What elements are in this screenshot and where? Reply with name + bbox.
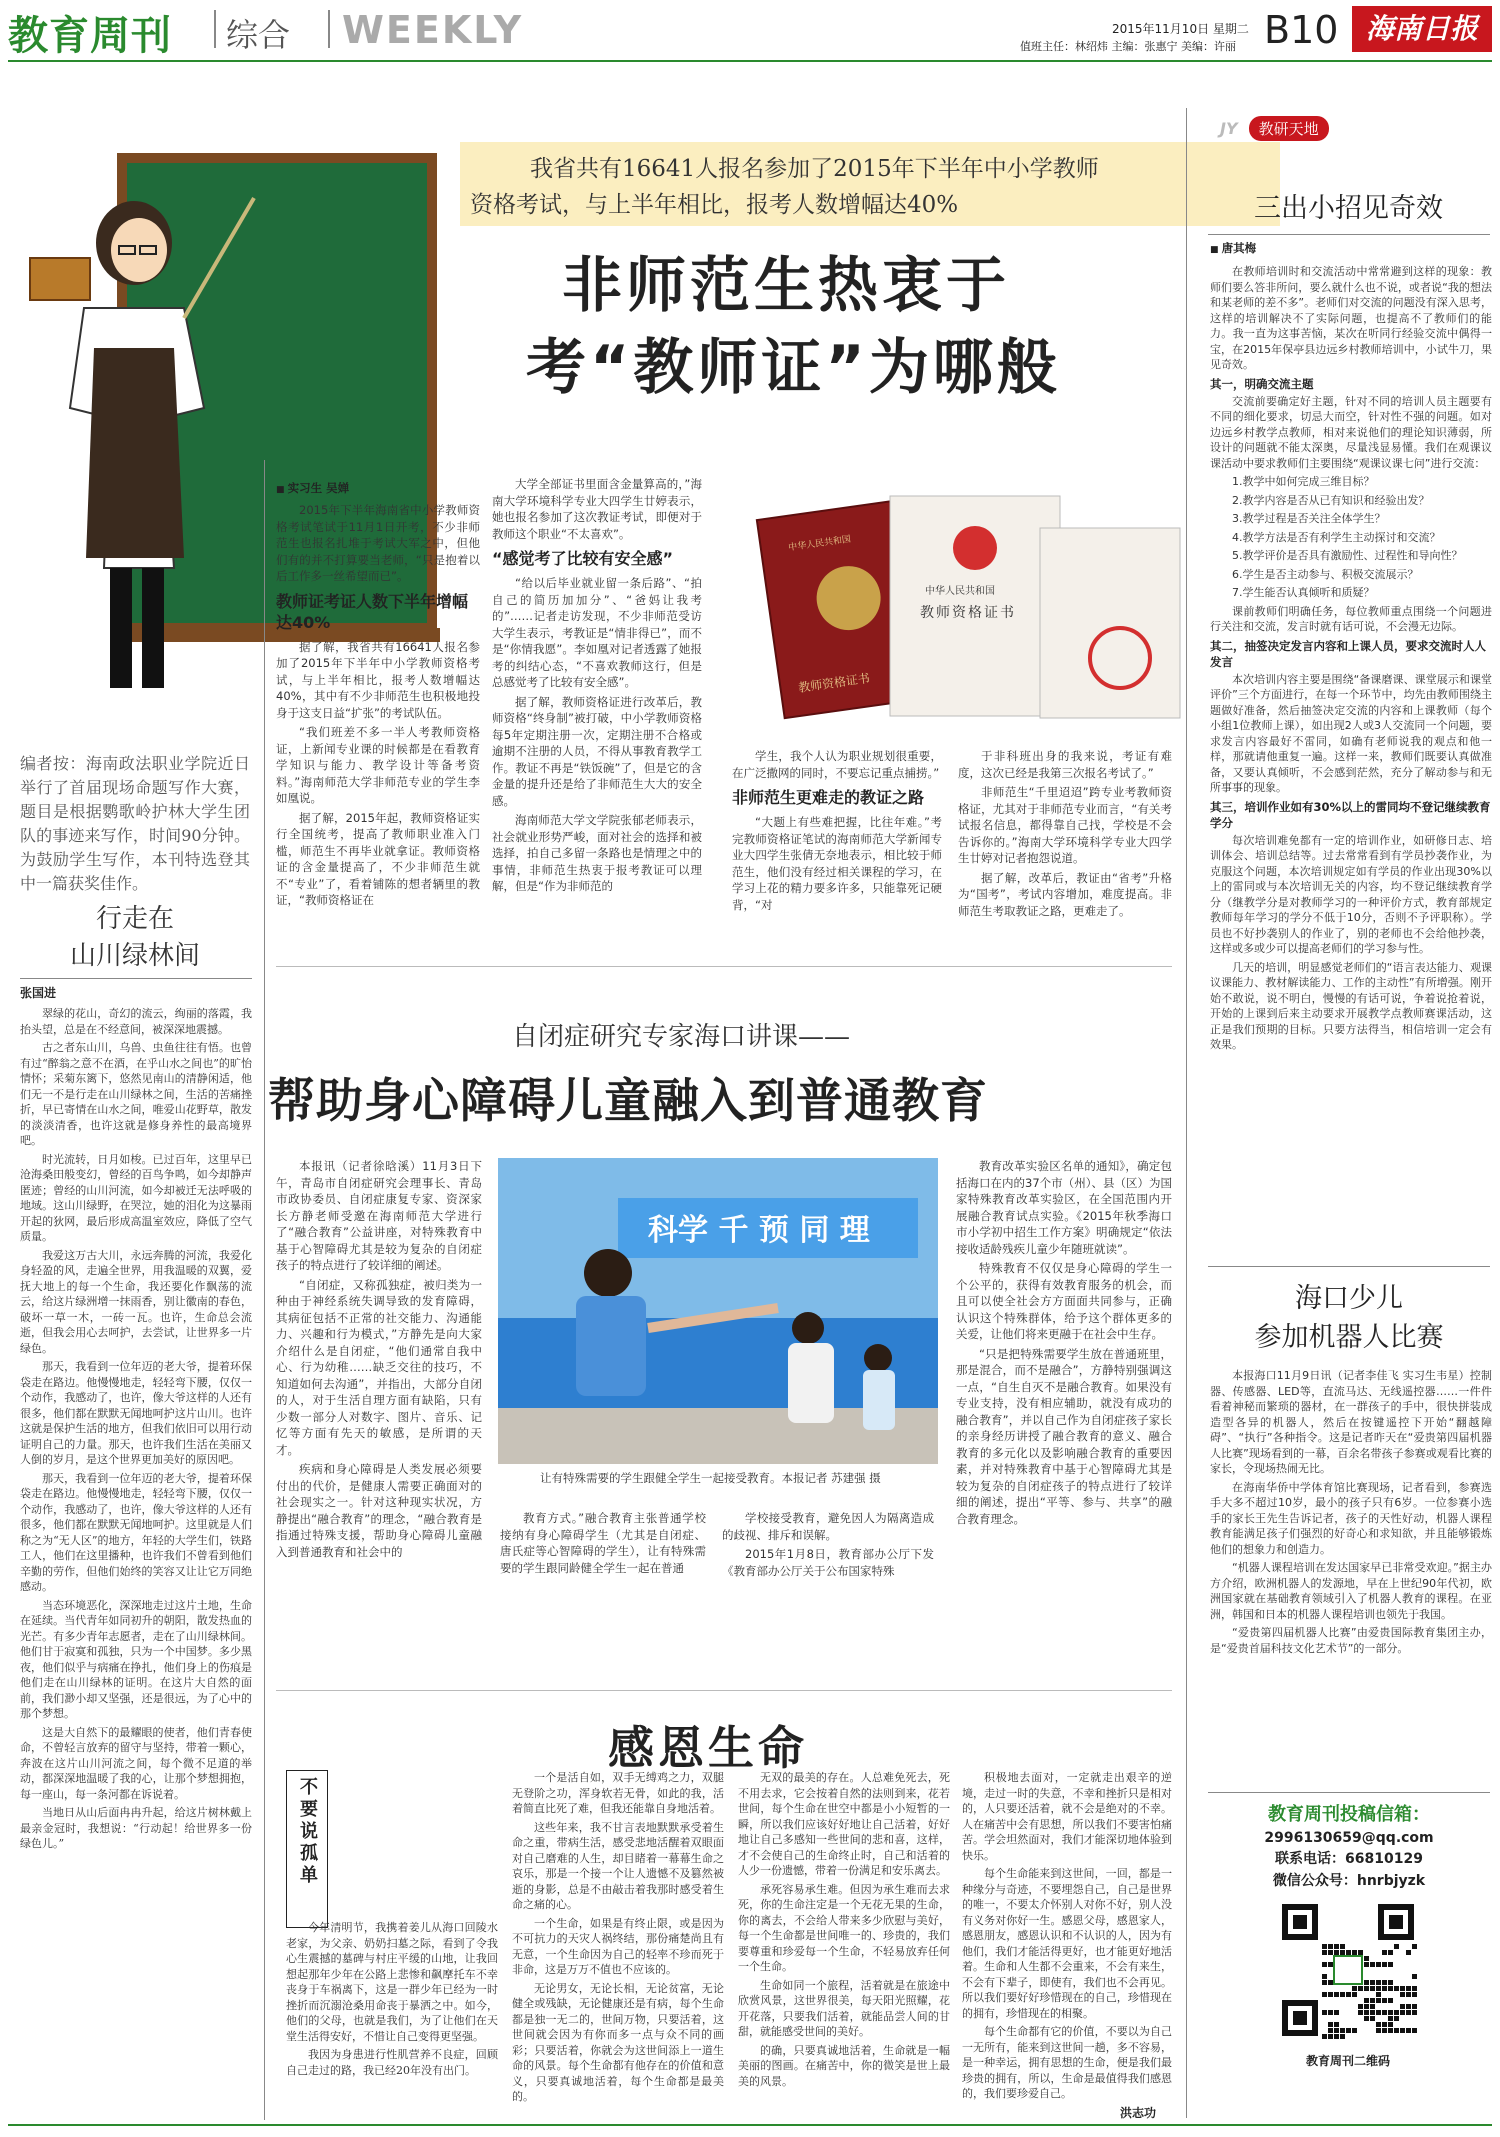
column-paragraph: 交流前要确定好主题，针对不同的培训人员主题要有不同的细化要求，切忌大而空，针对性不强的问题。如对边远乡村教学点教师，相对来说他们的理论知识薄弱，所设计的问题就不能太深奥，尽量浅显易懂。我们在观课议课活动中要求教师们主要围绕“观课议课七问”进行交流：	[1210, 394, 1492, 470]
essay-top-rule	[20, 978, 252, 979]
lead-paragraph: 海南师范大学文学院张郁老师表示，社会就业形势严峻，面对社会的选择和被选择，拍自己多留一条路也是情理之中的事情，非师范生热衷于报考教证可以理解，但是“作为非师范的	[492, 813, 702, 893]
lead-subhead-3: 非师范生更难走的教证之路	[732, 788, 925, 807]
editor-note	[20, 752, 250, 896]
lead-paragraph: 据了解，2015年起，教师资格证实行全国统考，提高了教师职业准入门槛，师范生不再毕业就拿证。教师资格证的含金量提高了，不少非师范生就不“专业”了，看着铺陈的想者辆里的教证，“教师资格证在	[276, 810, 480, 907]
gratitude-paragraph: 一个是活自如，双手无缚鸡之力，双腿无登阶之功，浑身软若无骨，如此的我，活着简直比死了难，但我还能靠自身地活着。	[512, 1771, 724, 1815]
cert1-heading: 中华人民共和国	[787, 534, 852, 554]
essay-paragraph: 当地日从山后面冉冉升起，给这片树林戴上最亲金冠时，我想说：“行动起！给世界多一份绿色儿。”	[20, 1806, 252, 1850]
lead-title-line1: 非师范生热衷于	[562, 251, 1010, 321]
robot-top-rule	[1208, 1266, 1490, 1267]
autism-col-3	[722, 1510, 934, 1674]
lead-subhead-2: “感觉考了比较有安全感”	[492, 549, 674, 568]
autism-photo-caption: 让有特殊需要的学生跟健全学生一起接受教育。本报记者 苏建强 摄	[540, 1471, 881, 1485]
column-body	[1210, 264, 1492, 1264]
lead-col-2	[492, 476, 702, 956]
column-paragraph: 1.教学中如何完成三维目标？	[1232, 475, 1375, 488]
autism-col-2	[500, 1510, 706, 1674]
gratitude-vertical-label	[286, 1770, 328, 1928]
issue-date: 2015年11月10日 星期二	[1112, 22, 1249, 36]
gratitude-paragraph: 的确，只要真诚地活着，生命就是一幅美丽的图画。在痛苦中，你的微笑是世上最美的风景。	[738, 2043, 950, 2088]
autism-paragraph: 教育改革实验区名单的通知》，确定包括海口在内的37个市（州）、县（区）为国家特殊教育改革实验区，在全国范围内开展融合教育试点实验。《2015年秋季海口市小学初中招生工作方案》明确规定“依法接收适龄残疾儿童少年随班就读”。	[956, 1159, 1172, 1256]
gratitude-paragraph: 承死容易承生难。但因为承生难而去求死，你的生命注定是一个无花无果的生命，你的离去，不会给人带来多少欣慰与美好，每一个生命都是世间唯一的、珍贵的，我们要尊重和珍爱每一个生命，不轻易放弃任何一个生命。	[738, 1882, 950, 1973]
autism-paragraph: 特殊教育不仅仅是身心障碍的学生一个公平的，获得有效教育服务的机会，而且可以使全社会方方面面共同参与，正确认识这个特殊群体，给予这个群体更多的关爱，让他们将来更融于在社会中生存。	[956, 1261, 1172, 1341]
contact-top-rule	[1208, 1792, 1490, 1793]
certificate-photo	[740, 478, 1192, 736]
contact-box	[1208, 1800, 1490, 1890]
lead-subhead-1: 教师证考证人数下半年增幅达40%	[276, 591, 469, 632]
cert2-title: 教师资格证书	[920, 605, 1016, 621]
contact-phone: 联系电话：66810129	[1275, 1851, 1423, 1867]
column-h2: 其二，抽签决定发言内容和上课人员，要求交流时人人发言	[1210, 638, 1486, 669]
column-paragraph: 几天的培训，明显感觉老师们的“语言表达能力、观课议课能力、教材解读能力、工作的主动性”有所增强。刚开始不敢说，说不明白，慢慢的有话可说，争着说抢着说，开始的上课到后来主动要求开展教学点教师赛课活动，这正是我们预期的目标。只要方法得当，相信培训一定会有效果。	[1210, 960, 1492, 1051]
vertical-label-text: 不要说孤单	[297, 1777, 318, 1887]
essay-paragraph: 古之者东山川，乌兽、虫鱼往往有悟。也曾有过“醉翁之意不在酒，在乎山水之间也”的旷怡情怀；采菊东篱下，悠然见南山的清静闲适，他们无一不是行走在山川绿林之间，生活的苦痛挫折，早已寄情在山水之间，唯爱山花野草，散发的淡淡清香，也许这就是修身养性的最高境界吧。	[20, 1041, 252, 1147]
essay-paragraph: 我爱这万古大川，永远奔腾的河流，我爱化身轻盈的风，走遍全世界，用我温暖的双翼，爱抚大地上的每一个生命，我还要化作飘荡的流云，给这片绿洲增一抹雨香，别让徽南的春色，破坏一草一木，一砖一瓦。也许，生命总会流逝，但我会用心去呵护，去尝试，让世界多一片绿色。	[20, 1248, 252, 1355]
essay-paragraph: 那天，我看到一位年迈的老大爷，提着环保袋走在路边。他慢慢地走，轻轻弯下腰，仅仅一个动作，我感动了，也许，像大爷这样的人还有很多，他们都在默默无闻地呵护。这里就是人们称之为“无人区”的地方，年轻的大学生们，铁路工人，他们在这里播种，也许我们不曾看到他们辛勤的劳作，但他们始终的笑容又让让它万同绝感动。	[20, 1471, 252, 1593]
page-header	[0, 0, 1500, 62]
robot-paragraph: “爱贵第四届机器人比赛”由爱贵国际教育集团主办，是“爱贵首届科技文化艺术节”的一部分。	[1210, 1626, 1492, 1655]
lead-paragraph: 据了解，教师资格证进行改革后，教师资格“终身制”被打破，中小学教师资格每5年定期注册一次，定期注册不合格或逾期不注册的人员，不得从事教育教学工作。教证不再是“铁饭碗”了，但是它的含金量的提升还是给了非师范生大大的安全感。	[492, 694, 702, 808]
qr-caption: 教育周刊二维码	[1305, 2054, 1390, 2068]
column-byline	[1210, 236, 1256, 262]
header-divider-2	[328, 10, 330, 48]
column-paragraph: 4.教学方法是否有利学生主动探讨和交流？	[1232, 530, 1441, 544]
essay-title-line2: 山川绿林间	[69, 941, 200, 971]
gratitude-col-1	[286, 1920, 498, 2120]
lead-paragraph: “给以后毕业就业留一条后路”、“拍自己的简历加加分”、“爸妈让我考的”……记者走访发现，不少非师范受访大学生表示，考教证是“情非得已”，而不是“你情我愿”。李如凰对记者透露了她报考的纠结心态，“不喜欢教师这行，但是总感觉考了比较有安全感”。	[492, 576, 702, 689]
lead-col-4	[958, 748, 1172, 956]
column-paragraph: 本次培训内容主要是围绕“备课磨课、课堂展示和课堂评价”三个方面进行，在每一个环节中，均先由教师围绕主题做好准备，然后抽签决定交流的内容和上课教师（每个小组1位教师上课），如出现2人或3人交流同一个问题，要求发言内容最好不雷同，如确有老师说我的观点和他一样，那就请他重复一遍。这样一来，教师们既要认真做准备，又要认真倾听，不会感到茫然，充分了解动参与和无所事事的现象。	[1210, 672, 1492, 794]
lead-col-3	[732, 748, 942, 956]
robot-title-line2: 参加机器人比赛	[1254, 1322, 1444, 1353]
jy-mark: JY	[1220, 119, 1238, 138]
column-byline-text: ■ 唐其梅	[1210, 240, 1256, 256]
column-title-rule	[1208, 234, 1490, 235]
jy-badge-text: 教研天地	[1249, 116, 1329, 141]
jy-badge	[1220, 116, 1329, 142]
masthead-text: 海南日报	[1365, 12, 1478, 45]
essay-title	[20, 898, 250, 972]
autism-kicker: 自闭症研究专家海口讲课——	[512, 1022, 851, 1052]
editor-credits: 值班主任：林绍炜 主编：张惠宁 美编：许丽	[1020, 40, 1236, 53]
essay-paragraph: 当态环境恶化，深深地走过这片土地，生命在延续。当代青年如同初升的朝阳，散发热血的光芒。有多少青年志愿者，走在了山川绿林间。他们甘于寂寞和孤独，只为一个中国梦。多少黑夜，他们似乎与病痛在挣扎，他们身上的伤痕是他们走在山川绿林的证明。在这片大自然的面前，我们渺小却又坚强，还是很远，为了心中的那个梦想。	[20, 1598, 252, 1720]
column-paragraph: 5.教学评价是否具有激励性、过程性和导向性？	[1232, 549, 1463, 562]
autism-title: 帮助身心障碍儿童融入到普通教育	[268, 1074, 988, 1129]
left-col-divider	[264, 460, 265, 2120]
gratitude-paragraph: 这些年来，我不甘言表地默默承受着生命之重，带病生活，感受悲地活醒着双眼面对自己磨难的人生，却目睹着一幕幕生命之哀乐，那是一个接一个让人遗憾不及篡然被逝的身影，总是不由敲击着我那时感受着生命之痛的心。	[512, 1820, 724, 1911]
gratitude-paragraph: 无双的最美的存在。人总难免死去，死不用去求，它会按着自然的法则到来，花若世间，每个生命在世空中都是小小短暂的一瞬，所以我们应该好好地让自己活着，好好地让自己多感知一些世间的悲和喜，这样，才不会使自己的生命终止时，自己和活着的人少一份遗憾，带着一份满足和安乐离去。	[738, 1771, 950, 1877]
column-paragraph: 3.教学过程是否关注全体学生？	[1232, 512, 1386, 525]
gratitude-paragraph: 今年清明节，我携着姜儿从海口回陵水老家，为父亲、奶奶扫墓之际，看到了令我心生震撼的墓碑与村庄平缓的山地，让我回想起那年少年在公路上悲惨和飙摩托车不幸丧身于车祸离下，这是一群少年已经为一时挫折而沉溺沧桑用命丧于暴洒之中。如今，他们的父母，也就是我们，为了让他们在天堂生活得安好，不惜让自己变得更坚强。	[286, 1921, 498, 2043]
page-bottom-rule	[8, 2124, 1492, 2126]
section-title: 教育周刊	[8, 13, 172, 59]
essay-paragraph: 那天，我看到一位年迈的老大爷，提着环保袋走在路边。他慢慢地走，轻轻弯下腰，仅仅一个动作，我感动了，也许，像大爷这样的人还有很多，他们都在默默无闻地呵护这片山川。也许这就是保护生活的地方，但我们依旧可以用行动证明自己的力量。那天，也许我们生活在美丽又人倒的岁月，是这个世界更加美好的原因吧。	[20, 1360, 252, 1466]
autism-bottom-rule	[276, 1690, 1172, 1691]
autism-paragraph: 本报讯（记者徐晗溪）11月3日下午，青岛市自闭症研究会理事长、青岛市政协委员、自闭症康复专家、资深家长方静老师受邀在海南师范大学进行了“融合教育”公益讲座，对特殊教育中基于心智障碍尤其是较为复杂的自闭症孩子的特点进行了较详细的阐述。	[276, 1159, 482, 1272]
contact-wechat: 微信公众号：hnrbjyzk	[1272, 1873, 1426, 1889]
essay-paragraph: 翠绿的花山，奇幻的流云，绚丽的落霞，我抬头望，总是在不经意间，被深深地震撼。	[20, 1007, 252, 1036]
lead-paragraph: 非师范生“千里迢迢”跨专业考教师资格证，尤其对于非师范专业而言，“有关考试报名信息，都得靠自己找，学校是不会告诉你的。”海南大学环境科学专业大四学生廿婷对记者抱怨说道。	[958, 785, 1172, 865]
robot-title	[1208, 1276, 1490, 1354]
lead-title-line2: 考“教师证”为哪般	[526, 333, 1061, 403]
gratitude-paragraph: 每个生命都有它的价值，不要以为自己一无所有，能来到这世间一趟，多不容易，是一种幸运，拥有思想的生命，便是我们最珍贵的拥有，所以，生命是最值得我们感恩的，我们要珍爱自己。	[962, 2025, 1172, 2100]
lead-col-1	[276, 476, 480, 956]
column-paragraph: 在教师培训时和交流活动中常常避到这样的现象：教师们要么答非所问，要么就什么也不说，或者说“我的想法和某老师的差不多”。老师们对交流的问题没有深入思考，这样的培训解决不了实际问题，也提高不了教师们的能力。我一直为这事苦恼，某次在听同行经验交流中偶得一宝，在2015年保亭县边远乡村教师培训中，小试牛刀，果见奇效。	[1210, 265, 1492, 371]
gratitude-col-3	[738, 1770, 950, 2120]
autism-col-4	[956, 1158, 1172, 1674]
gratitude-paragraph: 我因为身患进行性肌营养不良症，回顾自己走过的路，我已经20年没有出门。	[286, 2048, 498, 2077]
autism-col-1	[276, 1158, 482, 1674]
column-paragraph: 每次培训难免都有一定的培训作业，如研修日志、培训体会、培训总结等。过去常常看到有学员抄袭作业，为克服这个问题，本次培训规定如有学员的作业出现30%以上的雷同或与本次培训无关的内容，均不登记继续教育学分（继教学分是对教师学习的一种评价方式，教育部规定教师每年学习的学分不低于10分，否则不予评职称）。学员也不好抄袭别人的作业了，别的老师也不会给他抄袭，这样或多或少可以提高老师们的学习参与性。	[1210, 833, 1492, 955]
contact-title: 教育周刊投稿信箱：	[1268, 1804, 1430, 1825]
robot-body	[1210, 1368, 1492, 1788]
cert1-title: 教师资格证书	[797, 671, 871, 695]
right-col-divider	[1186, 108, 1187, 2118]
robot-paragraph: 在海南华侨中学体育馆比赛现场，记者看到，参赛选手大多不超过10岁，最小的孩子只有6岁。一位参赛小选手的家长王先生告诉记者，孩子的天性好动，机器人课程教育能满足孩子们强烈的好奇心和求知欲，并且能够锻炼他们的想象力和创造力。	[1210, 1480, 1492, 1556]
column-paragraph: 2.教学内容是否从已有知识和经验出发？	[1232, 493, 1430, 507]
gratitude-paragraph: 无论男女，无论长相，无论贫富，无论健全或残缺，无论健康还是有病，每个生命都是独一无二的，世间万物，只要活着，这世间就会因为有你而多一点与众不同的画彩；只要活着，你就会为这世间添上一道生命的风景。每个生命都有他存在的价值和意义，只要真诚地活着，每个生命都是最美的。	[512, 1981, 724, 2103]
lead-paragraph: 于非科班出身的我来说，考证有难度，这次已经是我第三次报名考试了。”	[958, 749, 1172, 780]
lead-paragraph: 据了解，改革后，教证由“省考”升格为“国考”，考试内容增加，难度提高。非师范生考取教证之路，更难走了。	[958, 870, 1172, 918]
gratitude-paragraph: 每个生命能来到这世间，一回，都是一种缘分与奇迹，不要埋怨自己，自己是世界的唯一，不要太介怀别人对你不好，别人没有义务对你好一生。感恩父母，感恩家人，感恩朋友，感恩认识和不认识的人，因为有他们，我们才能活得更好，也才能更好地活着。生命和人生都不会重来，不会有来生，不会有下辈子，即使有，我们也不会再见。所以我们要好好珍惜现在的自己，珍惜现在的拥有，珍惜现在的相聚。	[962, 1867, 1172, 2020]
autism-photo	[498, 1158, 938, 1464]
lead-bottom-rule	[276, 966, 1172, 967]
column-h1: 其一，明确交流主题	[1210, 376, 1314, 391]
contact-email[interactable]: 2996130659@qq.com	[1264, 1830, 1434, 1846]
autism-paragraph: 教育方式。”融合教育主张普通学校接纳有身心障碍学生（尤其是自闭症、唐氏症等心智障碍的学生），让有特殊需要的学生跟同龄健全学生一起在普通	[500, 1511, 706, 1575]
lead-paragraph: 学生，我个人认为职业规划很重要，在广泛撒网的同时，不要忘记重点捕捞。”	[732, 749, 942, 780]
lead-kicker-line2: 资格考试，与上半年相比，报考人数增幅达40%	[470, 192, 959, 218]
page-number: B10	[1264, 8, 1339, 52]
gratitude-col-4	[962, 1770, 1172, 2100]
essay-body	[20, 1006, 252, 2116]
lead-paragraph: 2015年下半年海南省中小学教师资格考试笔试于11月1日开考，不少非师范生也报名扎堆于考试大军之中，但他们有的并不打算要当老师，“只是抱着以后工作多一丝希望而已”。	[276, 503, 480, 583]
masthead-logo	[1352, 6, 1492, 52]
editor-note-text: 编者按：海南政法职业学院近日举行了首届现场命题写作大赛，题目是根据鹦歌岭护林大学生团队的事迹来写作，时间90分钟。为鼓励学生写作，本刊特选登其中一篇获奖佳作。	[20, 754, 250, 893]
cert2-heading: 中华人民共和国	[925, 586, 995, 597]
gratitude-paragraph: 生命如同一个旅程，活着就是在旅途中欣赏风景，这世界很美，每天阳光照耀，花开花落，只要我们活着，就能品尝人间的甘甜，就能感受世间的美好。	[738, 1978, 950, 2038]
autism-paragraph: “只是把特殊需要学生放在普通班里，那是混合，而不是融合”，方静特别强调这一点，“自生自灭不是融合教育。如果没有专业支持，没有相应辅助，就没有成功的融合教育”，并以自己作为自闭症孩子家长的亲身经历讲授了融合教育的意义、融合教育的多元化以及影响融合教育的重要因素，并对特殊教育中基于心智障碍尤其是较为复杂的自闭症孩子的特点进行了较详细的阐述，提出“平等、参与、共享”的融合教育理念。	[956, 1346, 1172, 1526]
gratitude-paragraph: 积极地去面对，一定就走出艰辛的逆境，走过一时的失意，不幸和挫折只是相对的，人只要还活着，就不会是绝对的不幸。人在痛苦中会有思想，所以我们不要害怕痛苦。学会坦然面对，我们才能深切地体验到快乐。	[962, 1771, 1172, 1862]
autism-paragraph: “自闭症，又称孤独症，被归类为一种由于神经系统失调导致的发育障碍，其病征包括不正常的社交能力、沟通能力、兴趣和行为模式，”方静先是向大家介绍什么是自闭症，“他们通常自我中心、行为幼稚……缺乏交往的技巧，不知道如何去沟通”，并指出，大部分自闭的人，对于生活自理方面有缺陷，只有少数一部分人对数字、图片、音乐、记忆等方面有先天的敏感，是所谓的天才。	[276, 1277, 482, 1457]
header-rule	[8, 60, 1492, 62]
essay-paragraph: 这是大自然下的最耀眼的使者，他们青春使命，不曾轻言放弃的留守与坚持，带着一颗心，奔波在这片山川河流之间，每个微不足道的举动，都深深地温暖了我的心，让那个梦想拥抱，每一座山，每一条河都在诉说着。	[20, 1725, 252, 1801]
gratitude-col-2	[512, 1770, 724, 2120]
robot-paragraph: “机器人课程培训在发达国家早已非常受欢迎。”据主办方介绍，欧洲机器人的发源地，早在上世纪90年代初，欧洲国家就在基础教育领域引入了机器人教育的课程。在亚洲，韩国和日本的机器人课程培训也领先于我国。	[1210, 1561, 1492, 1621]
gratitude-title: 感恩生命	[608, 1721, 808, 1775]
robot-title-line1: 海口少儿	[1295, 1283, 1403, 1314]
essay-byline: 张国进	[20, 986, 57, 1000]
robot-paragraph: 本报海口11月9日讯（记者李佳飞 实习生韦星）控制器、传感器、LED等，直流马达、无线遥控器……一件件看着神秘而繁琐的器材，在一群孩子的手中，很快拼装成造型各异的机器人，然后在按键遥控下开始“翻越障碍”、“执行”各种指令。这是记者昨天在“爱贵第四届机器人比赛”现场看到的一幕，百余名带孩子参赛或观看比赛的家长，令现场热闹无比。	[1210, 1369, 1492, 1475]
gratitude-paragraph: 一个生命，如果是有终止限，或是因为不可抗力的天灾人祸终结，那份痛楚尚且有无意，一个生命因为自己的轻率不珍而死于非命，这是万万不值也不应该的。	[512, 1916, 724, 1976]
lead-byline: ■ 实习生 吴婵	[276, 480, 480, 496]
column-title: 三出小招见奇效	[1254, 193, 1443, 224]
lead-paragraph: “我们班差不多一半人考教师资格证，上新闻专业课的时候都是在看教育学知识与能力、教学设计等备考资料。”海南师范大学非师范专业的学生李如凰说。	[276, 725, 480, 805]
gratitude-author: 洪志功	[1120, 2106, 1157, 2120]
essay-title-line1: 行走在	[95, 904, 174, 934]
autism-paragraph: 2015年1月8日，教育部办公厅下发《教育部办公厅关于公布国家特殊	[722, 1547, 934, 1578]
lead-kicker-line1: 我省共有16641人报名参加了2015年下半年中小学教师	[530, 156, 1099, 182]
column-paragraph: 6.学生是否主动参与、积极交流展示？	[1232, 567, 1419, 581]
column-h3: 其三，培训作业如有30%以上的雷同均不登记继续教育学分	[1210, 799, 1491, 830]
weekly-label: WEEKLY	[342, 8, 524, 52]
autism-paragraph: 疾病和身心障碍是人类发展必须要付出的代价，是健康人需要正确面对的社会现实之一。针对这种现实状况，方静提出“融合教育”的理念，“融合教育是指通过特殊支援，帮助身心障碍儿童融入到普通教育和社会中的	[276, 1462, 482, 1559]
header-divider	[214, 10, 216, 48]
lead-paragraph: 据了解，我省共有16641人报名参加了2015年下半年中小学教师资格考试，与上半年相比，报考人数增幅达40%，其中有不少非师范生也积极地投身于这支日益“扩张”的考试队伍。	[276, 639, 480, 720]
lead-paragraph: 大学全部证书里面含金量算高的，”海南大学环境科学专业大四学生廿婷表示，她也报名参加了这次教证考试，即便对于教师这个职业“不太喜欢”。	[492, 477, 702, 541]
svg-text:科学 千 预 同 理: 科学 千 预 同 理	[648, 1213, 870, 1248]
column-paragraph: 7.学生能否认真倾听和质疑？	[1232, 586, 1375, 599]
lead-paragraph: “大题上有些难把握，比往年难。”考完教师资格证笔试的海南师范大学新闻专业大四学生张倩无奈地表示，相比较于师范生，他们没有经过相关课程的学习，在学习上花的精力要多许多，只能靠死记硬背，“对	[732, 815, 942, 912]
qr-code[interactable]	[1278, 1900, 1418, 2040]
column-paragraph: 课前教师们明确任务，每位教师重点围绕一个问题进行关注和交流，发言时就有话可说，不会漫无边际。	[1210, 604, 1492, 633]
essay-paragraph: 时光流转，日月如梭。已过百年，这里早已沧海桑田般变幻，曾经的百鸟争鸣，如今却静声匿迹；曾经的山川河流，如今却被迁无法呼吸的地域。这山川绿野，在哭泣，她的泪化为这暴雨开起的狄网，最后形成高温室效应，降低了空气质量。	[20, 1152, 252, 1243]
section-sub: 综合	[226, 16, 291, 54]
autism-paragraph: 学校接受教育，避免因人为隔离造成的歧视、排斥和误解。	[722, 1511, 934, 1542]
